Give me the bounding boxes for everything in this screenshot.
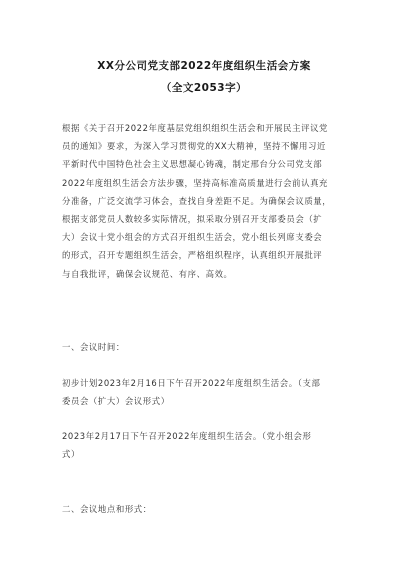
paragraph-line: 2023年2月17日下午召开2022年度组织生活会。（党小组会形 (62, 431, 312, 441)
paragraph-line: 平新时代中国特色社会主义思想凝心铸魂，制定邢台分公司党支部 (62, 159, 323, 170)
paragraph-line: 分准备，广泛交流学习体会，查找自身差距不足。为确保会议质量， (62, 195, 332, 206)
section-heading: 二、会议地点和形式： (62, 504, 152, 514)
section-heading: 一、会议时间： (62, 342, 125, 352)
meeting-time-paragraph-1 (62, 374, 352, 410)
paragraph-line: 2022年度组织生活会方法步骤，坚持高标准高质量进行会前认真充 (62, 177, 329, 188)
paragraph-line: 委员会（扩大）会议形式） (62, 396, 170, 407)
paragraph-line: 大）会议十党小组会的方式召开组织生活会，党小组长列席支委会 (62, 232, 323, 243)
paragraph-line: 式） (62, 449, 80, 460)
intro-paragraph (62, 119, 352, 283)
paragraph-line: 初步计划2023年2月16日下午召开2022年度组织生活会。（支部 (62, 378, 321, 388)
document-subtitle: （全文2053字） (160, 82, 248, 94)
document-title: XX分公司党支部2022年度组织生活会方案 (97, 60, 311, 72)
paragraph-line: 根据支部党员人数较多实际情况，拟采取分别召开支部委员会（扩 (62, 213, 323, 224)
section-heading-time (62, 338, 352, 356)
section-heading-location (62, 500, 352, 518)
paragraph-line: 的形式，召开专题组织生活会，严格组织程序，认真组织开展批评 (62, 250, 323, 261)
meeting-time-paragraph-2 (62, 427, 352, 463)
paragraph-line: 根据《关于召开2022年度基层党组织组织生活会和开展民主评议党 (62, 123, 329, 133)
paragraph-line: 与自我批评，确保会议规范、有序、高效。 (62, 268, 233, 279)
paragraph-line: 员的通知》要求，为深入学习贯彻党的XX大精神，坚持不懈用习近 (62, 141, 326, 152)
